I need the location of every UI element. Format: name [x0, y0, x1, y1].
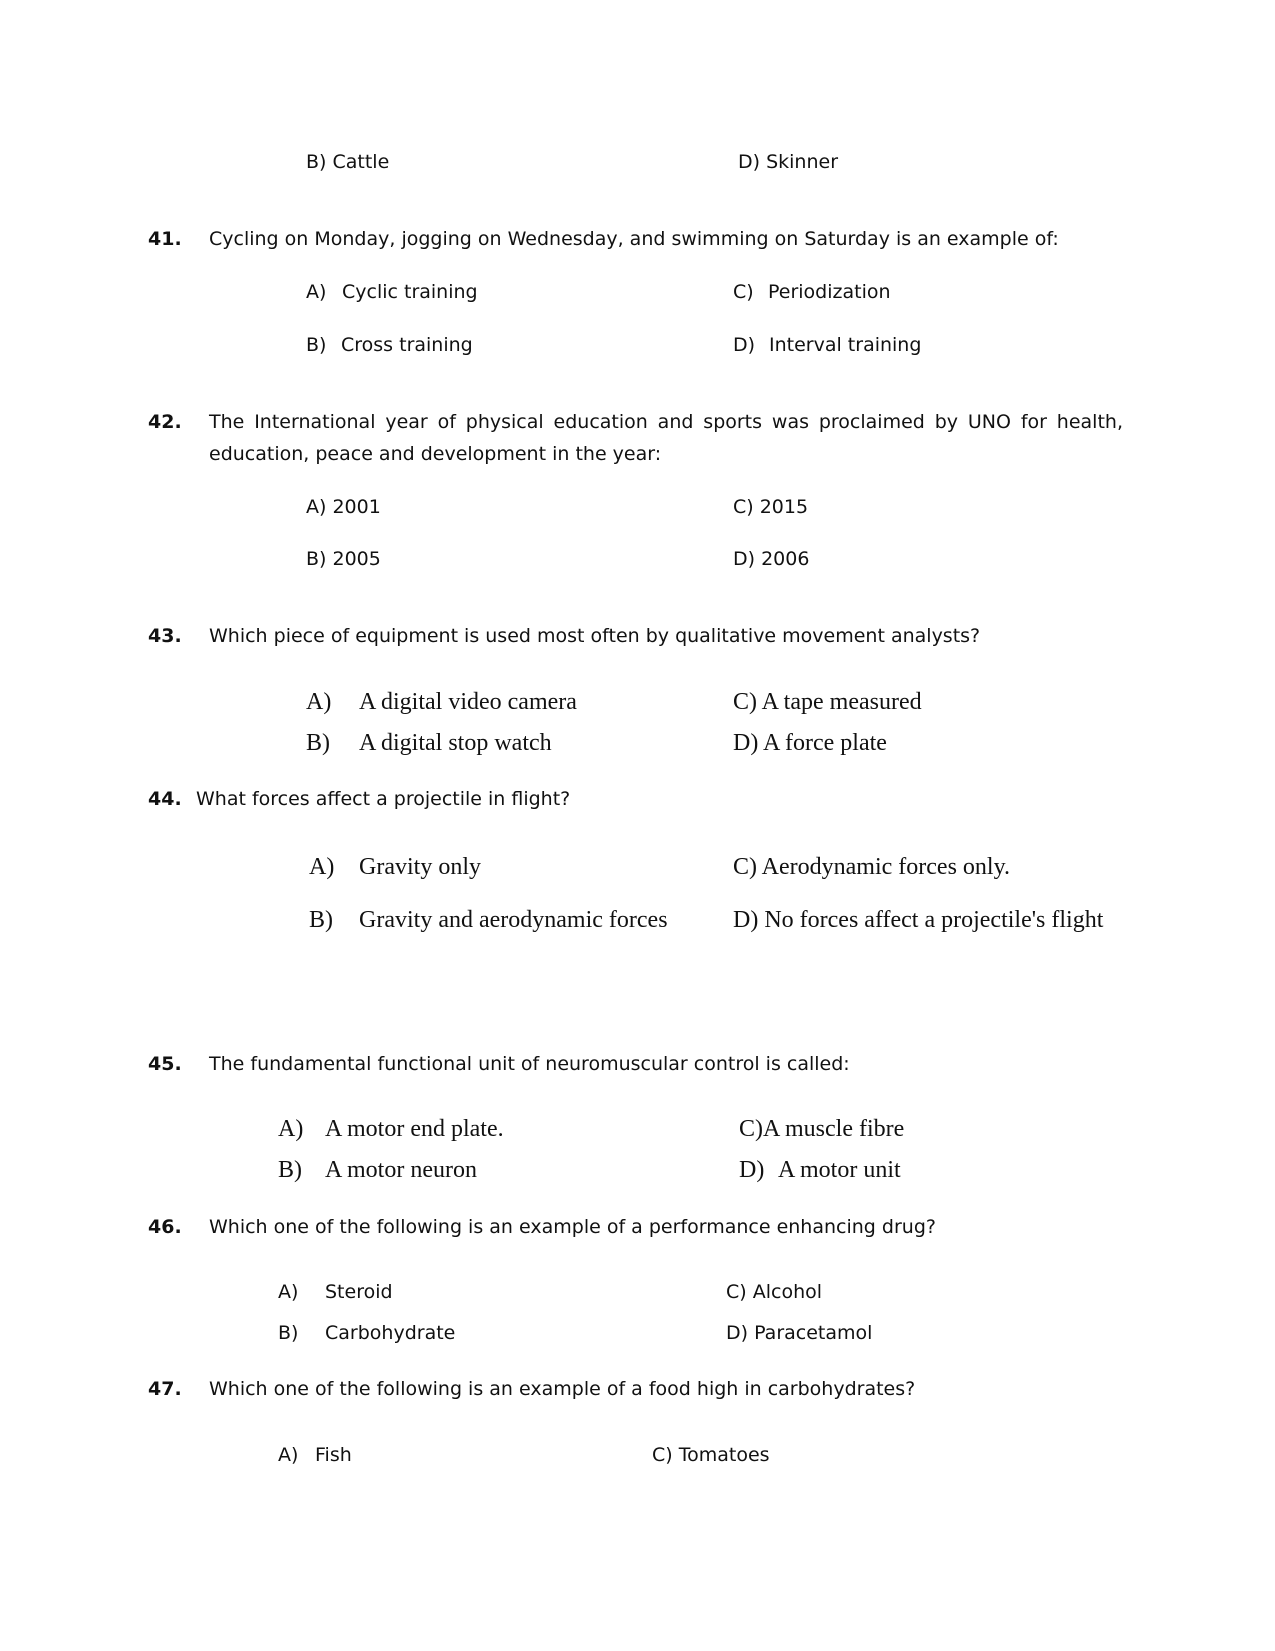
option-a-letter: A): [278, 1444, 299, 1466]
question-number: 42.: [148, 411, 182, 433]
question-number: 46.: [148, 1216, 182, 1238]
option-a-letter: A): [278, 1116, 304, 1142]
option-a: A) 2001: [306, 496, 381, 518]
option-b-letter: B): [309, 907, 333, 933]
option-b-text: Carbohydrate: [325, 1322, 456, 1344]
question-text: The fundamental functional unit of neuromuscular control is called:: [209, 1053, 850, 1075]
option-c: C) A tape measured: [733, 689, 922, 715]
option-a-text: Cyclic training: [342, 281, 478, 303]
option-a-text: A digital video camera: [359, 689, 577, 715]
option-d-text: Interval training: [769, 334, 922, 356]
option-c-text: Periodization: [768, 281, 891, 303]
option-c: C) 2015: [733, 496, 809, 518]
option-a-letter: A): [306, 689, 332, 715]
option-b-text: Cross training: [341, 334, 473, 356]
option-d: D) Skinner: [738, 151, 839, 173]
option-a-letter: A): [309, 854, 335, 880]
option-d-letter: D): [733, 334, 756, 356]
question-number: 43.: [148, 625, 182, 647]
option-b-letter: B): [306, 334, 327, 356]
option-c: C) Tomatoes: [652, 1444, 770, 1466]
option-d-letter: D): [739, 1157, 765, 1183]
option-a-text: Fish: [315, 1444, 352, 1466]
option-a-text: Gravity only: [359, 854, 481, 880]
option-b-letter: B): [306, 730, 330, 756]
option-b: B) 2005: [306, 548, 381, 570]
option-d: D) A force plate: [733, 730, 887, 756]
option-a-text: A motor end plate.: [325, 1116, 504, 1142]
option-b-text: Gravity and aerodynamic forces: [359, 907, 668, 933]
option-c-letter: C): [733, 281, 754, 303]
option-b-letter: B): [278, 1322, 299, 1344]
option-a-letter: A): [306, 281, 327, 303]
option-c: C) Alcohol: [726, 1281, 823, 1303]
question-number: 47.: [148, 1378, 182, 1400]
question-number: 45.: [148, 1053, 182, 1075]
option-b: B) Cattle: [306, 151, 390, 173]
option-d: D) 2006: [733, 548, 810, 570]
question-text-line-1: The International year of physical education and sports was proclaimed by UNO for health,: [209, 411, 1123, 433]
question-text: What forces affect a projectile in flight?: [196, 788, 571, 810]
option-d: D) Paracetamol: [726, 1322, 873, 1344]
option-b-letter: B): [278, 1157, 302, 1183]
question-number: 41.: [148, 228, 182, 250]
option-c: C)A muscle fibre: [739, 1116, 905, 1142]
option-a-letter: A): [278, 1281, 299, 1303]
option-c: C) Aerodynamic forces only.: [733, 854, 1011, 880]
option-b-text: A digital stop watch: [359, 730, 552, 756]
option-d: D) No forces affect a projectile's flight: [733, 907, 1104, 933]
question-number: 44.: [148, 788, 182, 810]
question-text: Cycling on Monday, jogging on Wednesday, and swimming on Saturday is an example of:: [209, 228, 1059, 250]
option-b-text: A motor neuron: [325, 1157, 477, 1183]
question-text: Which piece of equipment is used most often by qualitative movement analysts?: [209, 625, 981, 647]
question-text: Which one of the following is an example of a performance enhancing drug?: [209, 1216, 936, 1238]
question-text-line-2: education, peace and development in the year:: [209, 443, 662, 465]
option-d-text: A motor unit: [778, 1157, 901, 1183]
question-text: Which one of the following is an example of a food high in carbohydrates?: [209, 1378, 916, 1400]
option-a-text: Steroid: [325, 1281, 393, 1303]
